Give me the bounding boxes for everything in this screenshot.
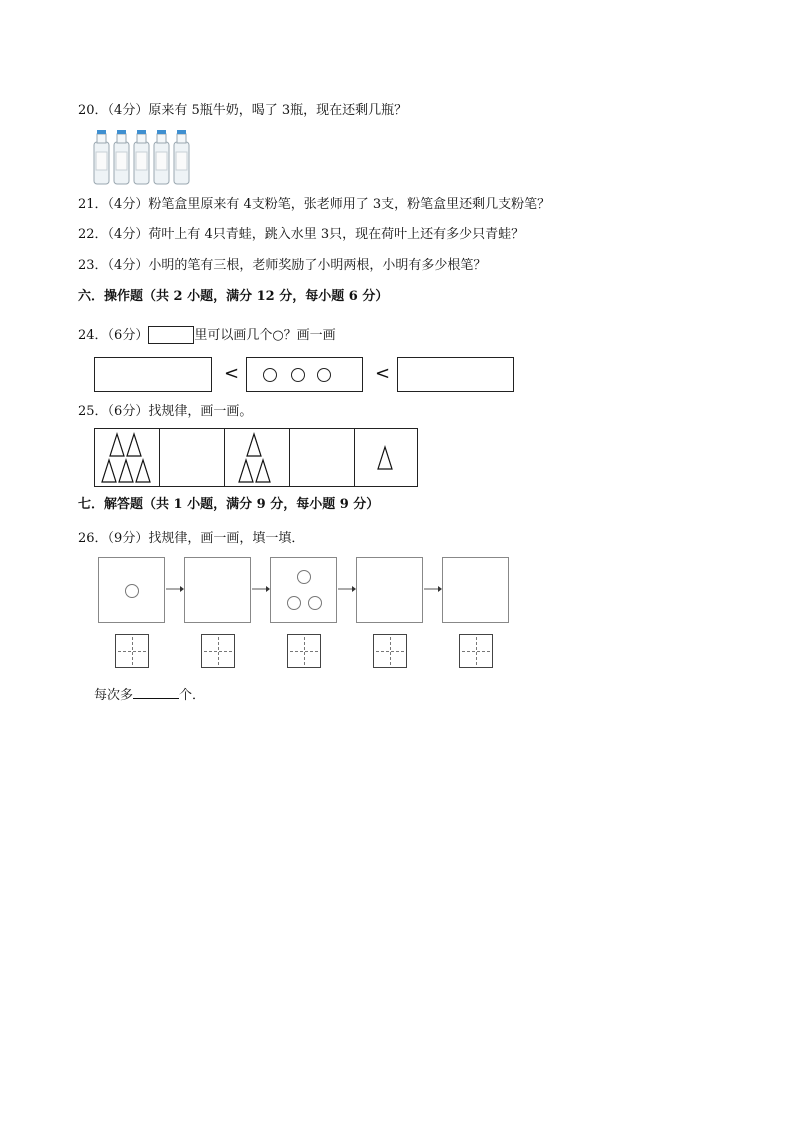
writing-grid-box[interactable] bbox=[373, 634, 407, 668]
answer-box-right[interactable] bbox=[397, 357, 514, 392]
circle-shape bbox=[263, 368, 277, 382]
milk-bottle bbox=[134, 130, 149, 184]
fill-in-suffix: 个． bbox=[179, 688, 206, 703]
triangles-3 bbox=[237, 432, 281, 484]
writing-grid-box[interactable] bbox=[287, 634, 321, 668]
circles-box bbox=[246, 357, 363, 392]
triangles-5 bbox=[101, 432, 157, 484]
less-than-sign-1: < bbox=[224, 363, 240, 384]
circle-shape bbox=[308, 596, 322, 610]
blank-box-inline bbox=[148, 326, 194, 344]
milk-bottle bbox=[154, 130, 169, 184]
arrow-icon bbox=[337, 584, 357, 594]
writing-grid-box[interactable] bbox=[115, 634, 149, 668]
arrow-icon bbox=[165, 584, 185, 594]
pattern-square-3 bbox=[270, 557, 337, 623]
fill-in-blank[interactable] bbox=[133, 686, 179, 699]
circle-shape bbox=[297, 570, 311, 584]
pattern-square-5[interactable] bbox=[442, 557, 509, 623]
divider bbox=[224, 429, 225, 486]
circle-shape bbox=[125, 584, 139, 598]
circle-shape bbox=[291, 368, 305, 382]
section-7-title: 七．解答题（共 1 小题，满分 9 分，每小题 9 分） bbox=[78, 497, 380, 512]
pattern-answer-cell-2[interactable] bbox=[290, 429, 354, 486]
question-20: 20．（4分）原来有 5瓶牛奶，喝了 3瓶，现在还剩几瓶？ bbox=[78, 103, 408, 118]
answer-box-left[interactable] bbox=[94, 357, 212, 392]
question-25: 25．（6分）找规律，画一画。 bbox=[78, 404, 253, 419]
question-23: 23．（4分）小明的笔有三根，老师奖励了小明两根，小明有多少根笔？ bbox=[78, 258, 487, 273]
fill-in-line bbox=[94, 686, 205, 704]
section-6-title: 六．操作题（共 2 小题，满分 12 分，每小题 6 分） bbox=[78, 289, 389, 304]
question-21: 21．（4分）粉笔盒里原来有 4支粉笔，张老师用了 3支，粉笔盒里还剩几支粉笔？ bbox=[78, 197, 551, 212]
less-than-sign-2: < bbox=[375, 363, 391, 384]
arrow-icon bbox=[251, 584, 271, 594]
divider bbox=[354, 429, 355, 486]
question-24-suffix: 里可以画几个○？画一画 bbox=[194, 328, 336, 343]
milk-bottles-image bbox=[92, 126, 196, 188]
circle-shape bbox=[317, 368, 331, 382]
writing-grid-box[interactable] bbox=[201, 634, 235, 668]
pattern-square-2[interactable] bbox=[184, 557, 251, 623]
milk-bottle bbox=[94, 130, 109, 184]
arrow-icon bbox=[423, 584, 443, 594]
pattern-strip bbox=[94, 428, 418, 487]
circle-shape bbox=[287, 596, 301, 610]
pattern-square-4[interactable] bbox=[356, 557, 423, 623]
pattern-square-1 bbox=[98, 557, 165, 623]
question-26: 26．（9分）找规律，画一画，填一填． bbox=[78, 531, 305, 546]
triangle-1 bbox=[377, 445, 397, 471]
pattern-answer-cell-1[interactable] bbox=[160, 429, 224, 486]
question-24-prefix: 24．（6分） bbox=[78, 328, 149, 343]
question-24 bbox=[78, 326, 336, 344]
question-22: 22．（4分）荷叶上有 4只青蛙，跳入水里 3只，现在荷叶上还有多少只青蛙？ bbox=[78, 227, 525, 242]
milk-bottle bbox=[114, 130, 129, 184]
milk-bottle bbox=[174, 130, 189, 184]
writing-grid-box[interactable] bbox=[459, 634, 493, 668]
fill-in-prefix: 每次多 bbox=[94, 688, 134, 703]
